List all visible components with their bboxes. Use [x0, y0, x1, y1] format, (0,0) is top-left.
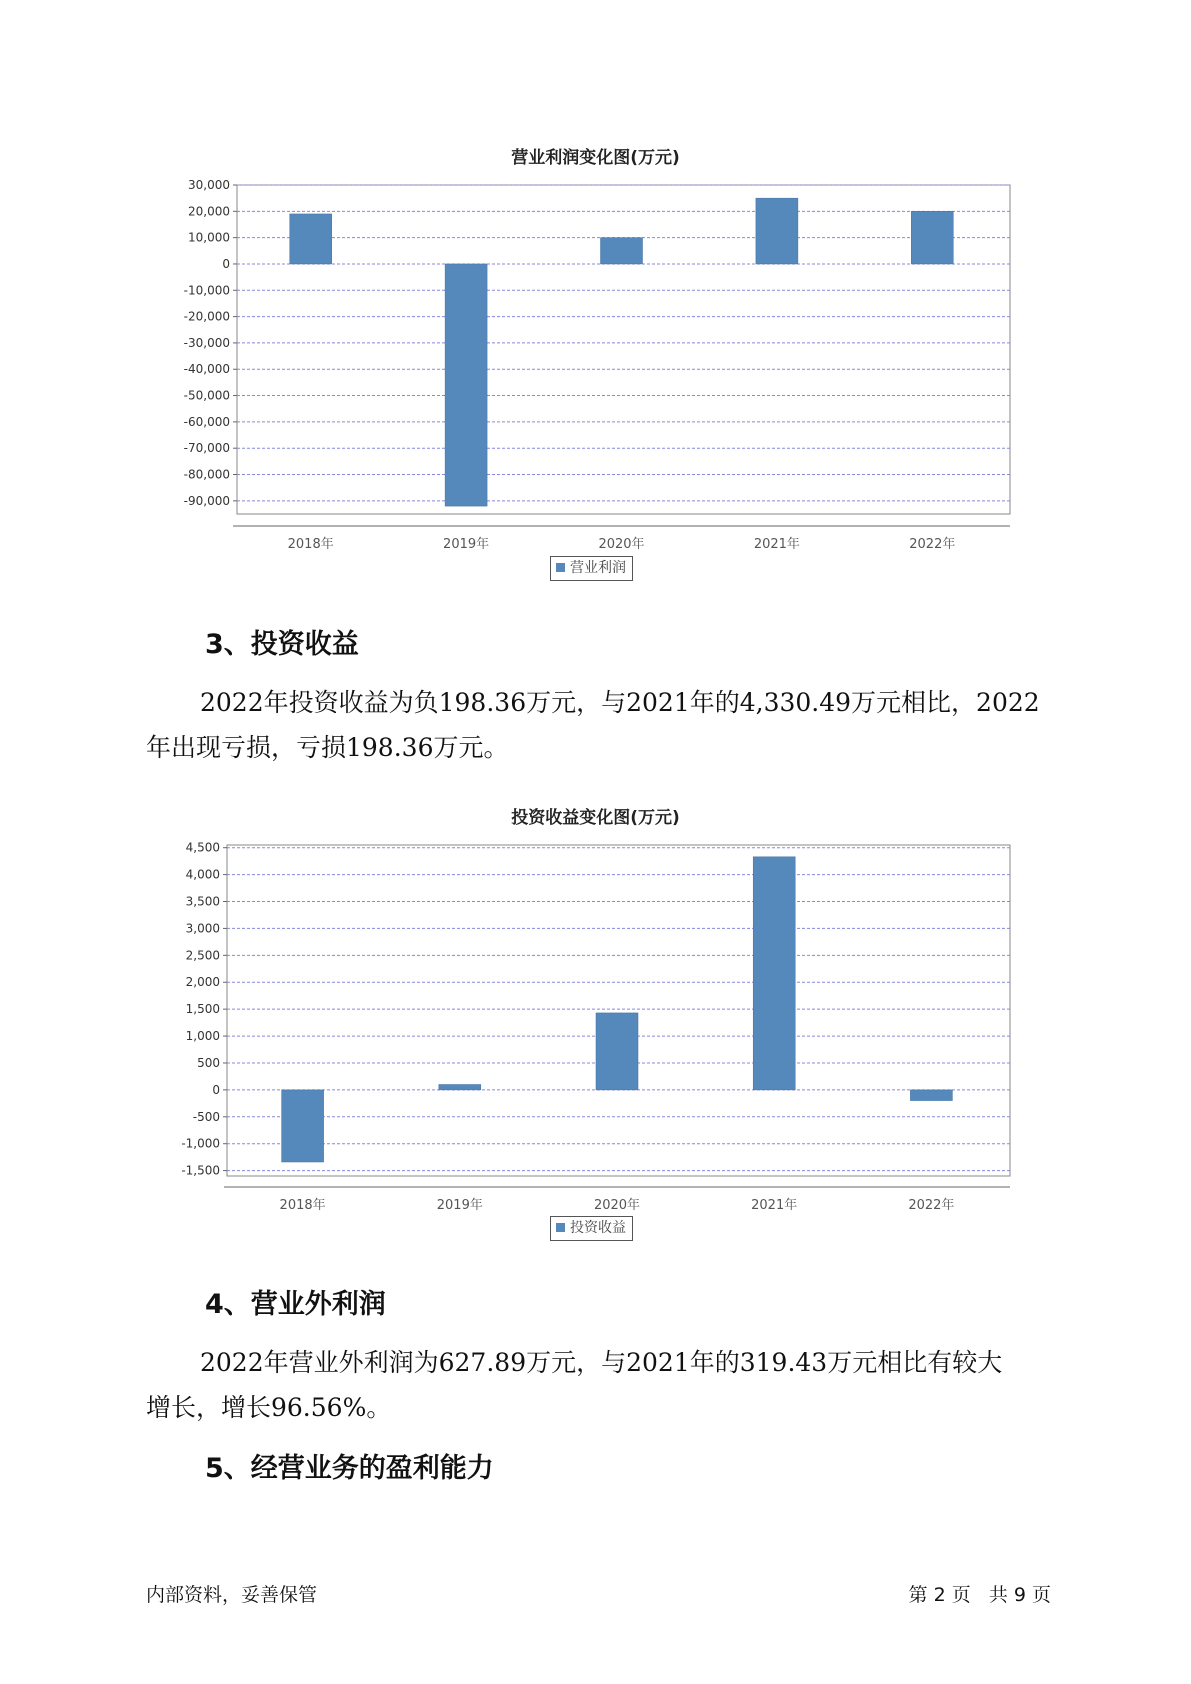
x-tick-label: 2022年 [909, 537, 956, 552]
y-tick-label: -30,000 [183, 335, 230, 350]
legend-swatch [556, 1223, 565, 1232]
y-tick-label: 3,500 [185, 894, 220, 909]
paragraph-line: 增长，增长96.56%。 [146, 1393, 392, 1422]
y-tick-label: 30,000 [188, 178, 230, 192]
footer-confidential-note: 内部资料，妥善保管 [146, 1584, 318, 1606]
y-tick-label: -70,000 [183, 441, 230, 456]
y-tick-label: -50,000 [183, 388, 230, 403]
legend-operating-profit [550, 556, 633, 581]
chart-title-operating-profit: 营业利润变化图(万元) [511, 148, 680, 168]
investment-income-chart [0, 660, 1191, 1220]
bar-2020年 [596, 1013, 638, 1090]
legend-investment-income [550, 1216, 633, 1241]
legend-swatch [556, 563, 565, 572]
legend-label: 营业利润 [570, 560, 626, 576]
bar-2021年 [756, 198, 798, 264]
y-tick-label: 2,500 [185, 948, 220, 963]
y-tick-label: 20,000 [188, 204, 230, 219]
y-tick-label: 500 [197, 1055, 220, 1070]
y-tick-label: -1,500 [181, 1163, 220, 1178]
y-tick-label: -20,000 [183, 309, 230, 324]
x-tick-label: 2021年 [751, 1198, 798, 1213]
x-tick-label: 2022年 [908, 1198, 955, 1213]
bar-2021年 [753, 857, 795, 1090]
x-tick-label: 2020年 [598, 537, 645, 552]
bar-2020年 [601, 238, 643, 264]
bar-2018年 [290, 214, 332, 264]
y-tick-label: 3,000 [185, 921, 220, 936]
y-tick-label: -1,000 [181, 1136, 220, 1151]
y-tick-label: -60,000 [183, 414, 230, 429]
y-tick-label: 1,000 [185, 1029, 220, 1044]
x-tick-label: 2021年 [753, 537, 800, 552]
chart-title-investment-income: 投资收益变化图(万元) [511, 808, 680, 828]
footer-page-number: 第 2 页 共 9 页 [908, 1584, 1051, 1606]
paragraph-line: 年出现亏损，亏损198.36万元。 [146, 733, 509, 762]
plot-area [227, 845, 1010, 1176]
y-tick-label: -90,000 [183, 493, 230, 508]
x-tick-label: 2018年 [287, 537, 334, 552]
y-tick-label: 2,000 [185, 975, 220, 990]
y-tick-label: -40,000 [183, 362, 230, 377]
x-tick-label: 2018年 [279, 1198, 326, 1213]
paragraph-line: 2022年投资收益为负198.36万元，与2021年的4,330.49万元相比，2022 [200, 688, 1040, 717]
heading-investment-income: 3、投资收益 [205, 629, 359, 660]
operating-profit-chart [0, 0, 1191, 560]
bar-2022年 [910, 1090, 952, 1101]
y-tick-label: -80,000 [183, 467, 230, 482]
heading-non-operating-profit: 4、营业外利润 [205, 1289, 386, 1320]
bar-2018年 [282, 1090, 324, 1162]
bar-2019年 [439, 1085, 481, 1090]
bar-2022年 [911, 211, 953, 264]
paragraph-non-operating-profit [146, 1340, 1076, 1430]
x-tick-label: 2019年 [436, 1198, 483, 1213]
x-tick-label: 2019年 [443, 537, 490, 552]
heading-business-profitability: 5、经营业务的盈利能力 [205, 1453, 494, 1484]
paragraph-line: 2022年营业外利润为627.89万元，与2021年的319.43万元相比有较大 [200, 1348, 1003, 1377]
y-tick-label: 10,000 [188, 230, 230, 245]
legend-label: 投资收益 [570, 1220, 626, 1236]
y-tick-label: 0 [212, 1082, 220, 1097]
x-tick-label: 2020年 [593, 1198, 641, 1213]
bar-2019年 [445, 264, 487, 506]
y-tick-label: 0 [222, 256, 230, 271]
y-tick-label: 1,500 [185, 1002, 220, 1017]
y-tick-label: -500 [192, 1109, 220, 1124]
y-tick-label: 4,500 [185, 840, 220, 855]
y-tick-label: -10,000 [183, 283, 230, 298]
y-tick-label: 4,000 [185, 867, 220, 882]
plot-area [237, 185, 1010, 514]
